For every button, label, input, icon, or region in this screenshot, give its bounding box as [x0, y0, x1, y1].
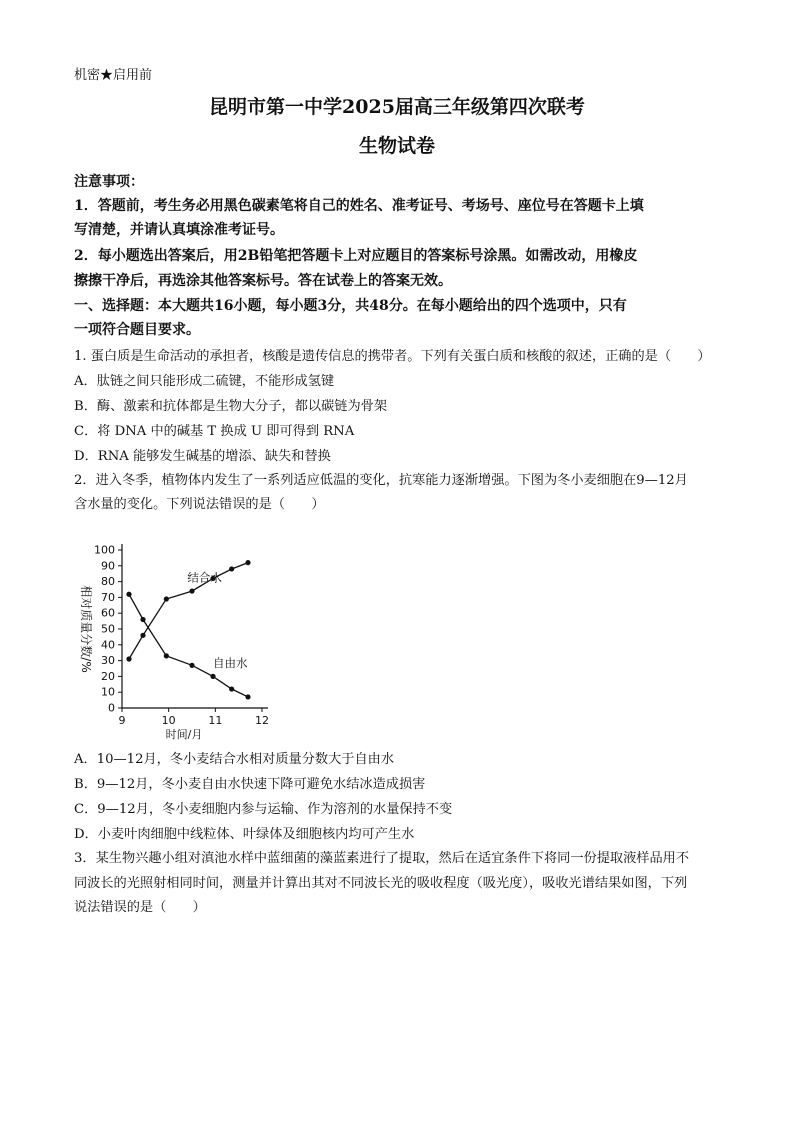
q1-option-d: D．RNA 能够发生碱基的增添、缺失和替换: [74, 449, 331, 464]
q1-stem: 1. 蛋白质是生命活动的承担者，核酸是遗传信息的携带者。下列有关蛋白质和核酸的叙述，正确的是（ ）: [74, 349, 711, 364]
x-tick-label: 9: [118, 714, 126, 727]
free-water-point: [229, 686, 234, 691]
q1-option-c: C．将 DNA 中的碱基 T 换成 U 即可得到 RNA: [74, 424, 355, 439]
y-axis-label: 相对质量分数/%: [79, 585, 93, 673]
free-water-label: 自由水: [213, 655, 248, 670]
y-tick-label: 50: [101, 622, 115, 636]
q2-option-a: A．10—12月，冬小麦结合水相对质量分数大于自由水: [74, 752, 395, 767]
bound-water-point: [229, 566, 234, 571]
notice-heading: 注意事项：: [74, 174, 144, 190]
bound-water-label: 结合水: [187, 570, 222, 585]
y-tick-label: 0: [108, 701, 115, 715]
chart-series: [126, 560, 250, 700]
bound-water-point: [140, 633, 145, 638]
y-tick-label: 10: [101, 685, 115, 699]
q3-stem-line-2: 同波长的光照射相同时间，测量并计算出其对不同波长光的吸收程度（吸光度），吸收光谱结果如图，下列: [74, 876, 688, 891]
free-water-point: [164, 653, 169, 658]
free-water-line: [129, 594, 248, 697]
exam-title: 昆明市第一中学2025届高三年级第四次联考: [209, 96, 585, 118]
bound-water-point: [126, 656, 131, 661]
notice-line-3: 2．每小题选出答案后，用2B铅笔把答题卡上对应题目的答案标号涂黑。如需改动，用橡皮: [74, 248, 638, 264]
x-axis-label: 时间/月: [165, 728, 203, 741]
notice-line-4: 擦擦干净后，再选涂其他答案标号。答在试卷上的答案无效。: [74, 273, 452, 289]
bound-water-point: [164, 596, 169, 601]
y-tick-label: 20: [101, 669, 115, 683]
q2-stem-line-2: 含水量的变化。下列说法错误的是（ ）: [74, 497, 325, 512]
y-tick-label: 40: [101, 638, 115, 652]
y-tick-label: 80: [101, 575, 115, 589]
free-water-point: [210, 674, 215, 679]
q2-option-c: C．9—12月，冬小麦细胞内参与运输、作为溶剂的水量保持不变: [74, 802, 453, 817]
free-water-point: [140, 617, 145, 622]
free-water-point: [245, 694, 250, 699]
y-tick-label: 90: [101, 559, 115, 573]
q3-stem-line-3: 说法错误的是（ ）: [74, 900, 206, 915]
q2-option-b: B．9—12月，冬小麦自由水快速下降可避免水结冰造成损害: [74, 777, 426, 792]
x-tick-label: 11: [208, 714, 223, 727]
q1-option-b: B．酶、激素和抗体都是生物大分子，都以碳链为骨架: [74, 399, 388, 414]
x-tick-label: 10: [161, 714, 176, 727]
section-heading-1: 一、选择题：本大题共16小题，每小题3分，共48分。在每小题给出的四个选项中，只有: [74, 298, 627, 314]
water-content-chart: [72, 522, 282, 744]
q2-stem-line-1: 2．进入冬季，植物体内发生了一系列适应低温的变化，抗寒能力逐渐增强。下图为冬小麦细胞在9—12月: [74, 473, 688, 488]
q3-stem-line-1: 3．某生物兴趣小组对滇池水样中蓝细菌的藻蓝素进行了提取，然后在适宜条件下将同一份提取液样品用不: [74, 851, 690, 866]
x-tick-label: 12: [255, 714, 269, 727]
notice-line-2: 写清楚，并请认真填涂准考证号。: [74, 222, 284, 238]
confidential-mark: 机密★启用前: [74, 68, 153, 83]
chart-axes: [94, 544, 269, 728]
subject-title: 生物试卷: [358, 135, 435, 157]
q2-option-d: D．小麦叶肉细胞中线粒体、叶绿体及细胞核内均可产生水: [74, 827, 415, 842]
y-tick-label: 30: [101, 654, 115, 668]
y-tick-label: 60: [101, 606, 115, 620]
section-heading-2: 一项符合题目要求。: [74, 322, 200, 338]
free-water-point: [126, 592, 131, 597]
bound-water-point: [189, 588, 194, 593]
free-water-point: [189, 663, 194, 668]
y-tick-label: 100: [94, 543, 115, 557]
y-tick-label: 70: [101, 590, 115, 604]
q1-option-a: A．肽链之间只能形成二硫键，不能形成氢键: [74, 374, 335, 389]
bound-water-point: [245, 560, 250, 565]
notice-line-1: 1．答题前，考生务必用黑色碳素笔将自己的姓名、准考证号、考场号、座位号在答题卡上填: [74, 198, 644, 214]
